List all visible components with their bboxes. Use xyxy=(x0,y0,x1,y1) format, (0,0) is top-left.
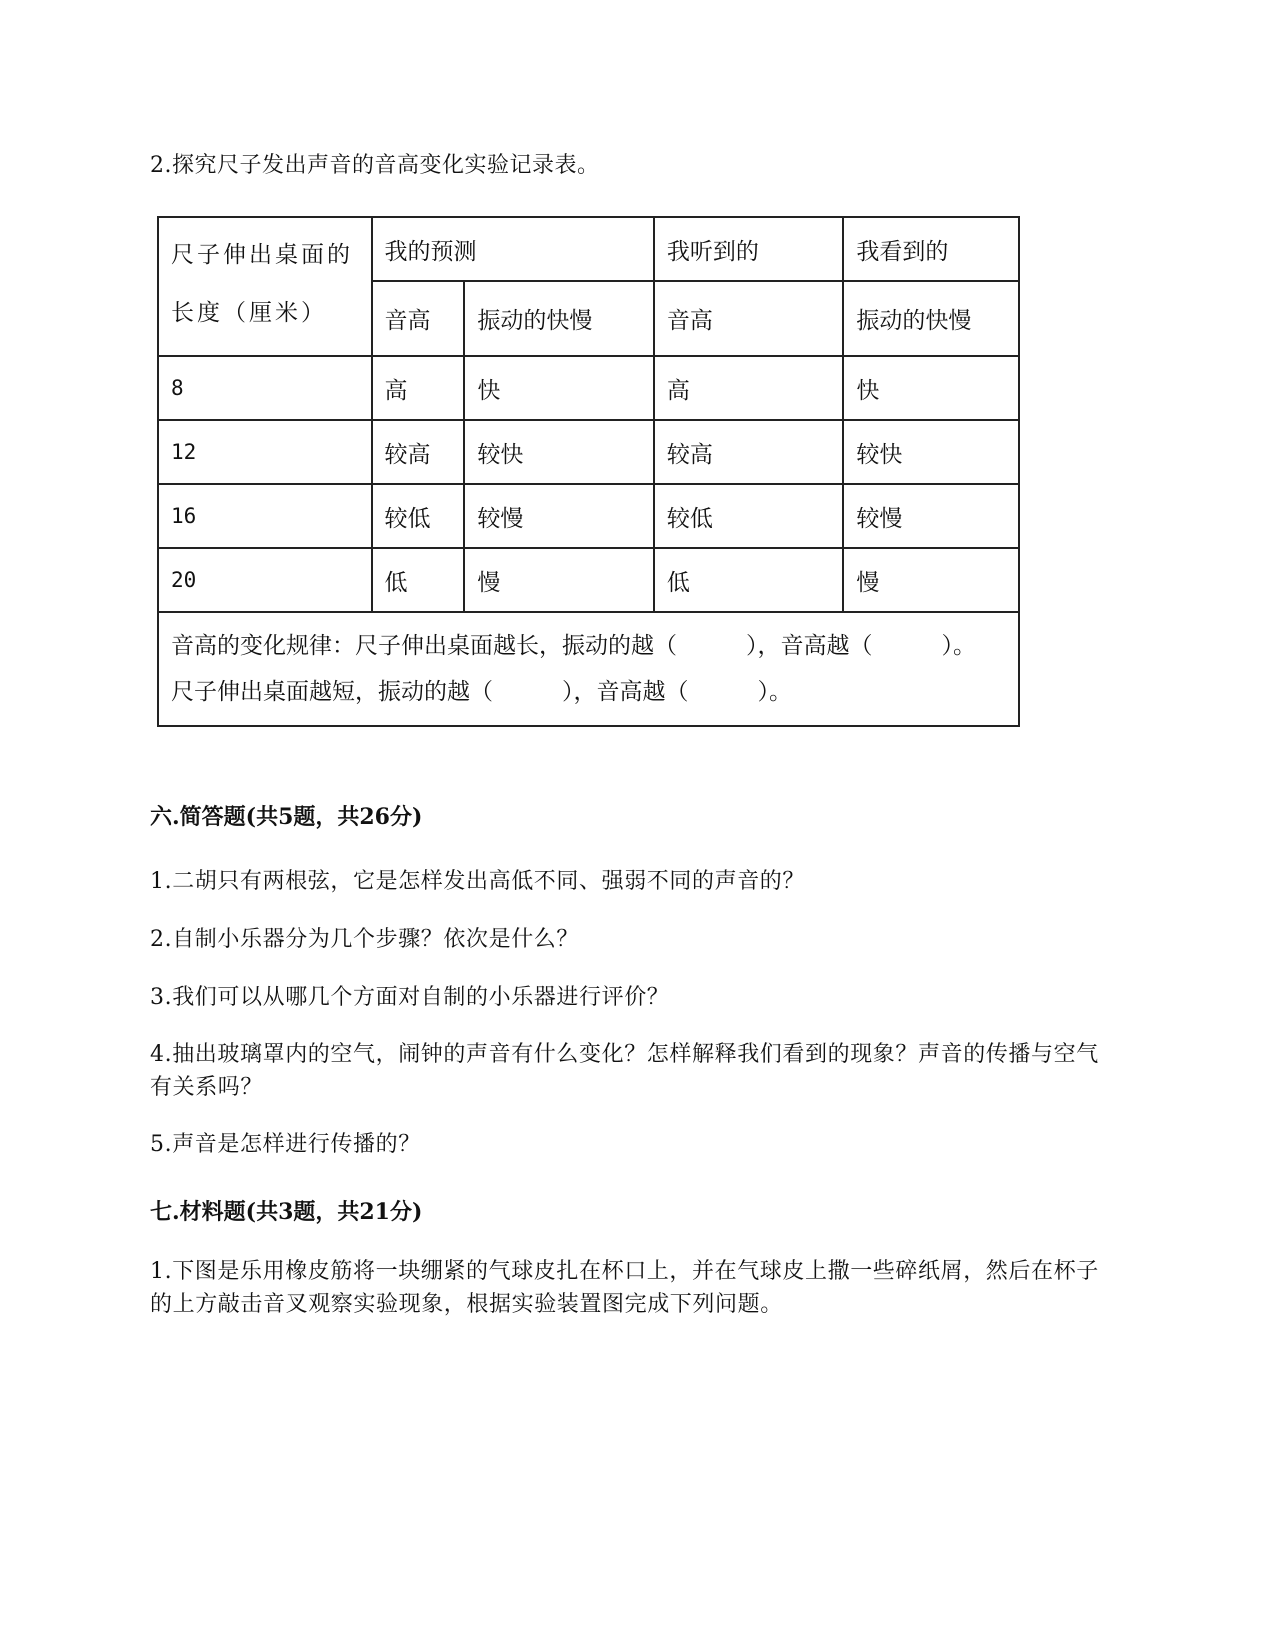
length-cell: 16 xyxy=(158,484,372,548)
summary-line-2: 尺子伸出桌面越短，振动的越（ ），音高越（ ）。 xyxy=(171,679,792,705)
question-6-2: 2.自制小乐器分为几个步骤？依次是什么？ xyxy=(150,927,579,952)
table-cell: 低 xyxy=(654,548,844,612)
length-header: 尺子伸出桌面的长度（厘米） xyxy=(158,217,372,356)
table-row xyxy=(158,484,1019,548)
table-cell: 较快 xyxy=(843,420,1019,484)
length-cell: 8 xyxy=(158,356,372,420)
table-cell: 快 xyxy=(464,356,654,420)
seen-header: 我看到的 xyxy=(843,217,1019,281)
heard-header: 我听到的 xyxy=(654,217,844,281)
table-row xyxy=(158,420,1019,484)
question-6-3: 3.我们可以从哪几个方面对自制的小乐器进行评价？ xyxy=(150,985,670,1010)
table-cell: 较慢 xyxy=(843,484,1019,548)
length-cell: 20 xyxy=(158,548,372,612)
table-cell: 高 xyxy=(372,356,465,420)
table-intro: 2.探究尺子发出声音的音高变化实验记录表。 xyxy=(150,153,600,178)
subheader-cell: 音高 xyxy=(372,281,465,356)
length-cell: 12 xyxy=(158,420,372,484)
table-cell: 慢 xyxy=(464,548,654,612)
summary-cell xyxy=(158,612,1019,726)
section-6-title: 六.简答题(共5题，共26分) xyxy=(150,804,423,830)
section-7-title: 七.材料题(共3题，共21分) xyxy=(150,1199,423,1225)
question-6-5: 5.声音是怎样进行传播的？ xyxy=(150,1132,421,1157)
question-6-4: 4.抽出玻璃罩内的空气，闹钟的声音有什么变化？怎样解释我们看到的现象？声音的传播与空气有关系吗？ xyxy=(150,1042,1099,1100)
prediction-header: 我的预测 xyxy=(372,217,654,281)
table-cell: 低 xyxy=(372,548,465,612)
summary-row xyxy=(158,612,1019,726)
table-cell: 较低 xyxy=(654,484,844,548)
summary-line-1: 音高的变化规律：尺子伸出桌面越长，振动的越（ ），音高越（ ）。 xyxy=(171,633,976,659)
subheader-cell: 音高 xyxy=(654,281,844,356)
table-cell: 慢 xyxy=(843,548,1019,612)
table-cell: 高 xyxy=(654,356,844,420)
table-row xyxy=(158,356,1019,420)
table-cell: 较高 xyxy=(372,420,465,484)
table-cell: 较低 xyxy=(372,484,465,548)
table-header-row xyxy=(158,217,1019,281)
subheader-cell: 振动的快慢 xyxy=(464,281,654,356)
question-7-1: 1.下图是乐用橡皮筋将一块绷紧的气球皮扎在杯口上，并在气球皮上撒一些碎纸屑，然后在杯子的上方敲击音叉观察实验现象，根据实验装置图完成下列问题。 xyxy=(150,1259,1099,1317)
subheader-cell: 振动的快慢 xyxy=(843,281,1019,356)
table-row xyxy=(158,548,1019,612)
record-table xyxy=(157,216,1020,727)
table-cell: 较高 xyxy=(654,420,844,484)
table-cell: 快 xyxy=(843,356,1019,420)
table-cell: 较快 xyxy=(464,420,654,484)
question-6-1: 1.二胡只有两根弦，它是怎样发出高低不同、强弱不同的声音的？ xyxy=(150,869,805,894)
table-cell: 较慢 xyxy=(464,484,654,548)
